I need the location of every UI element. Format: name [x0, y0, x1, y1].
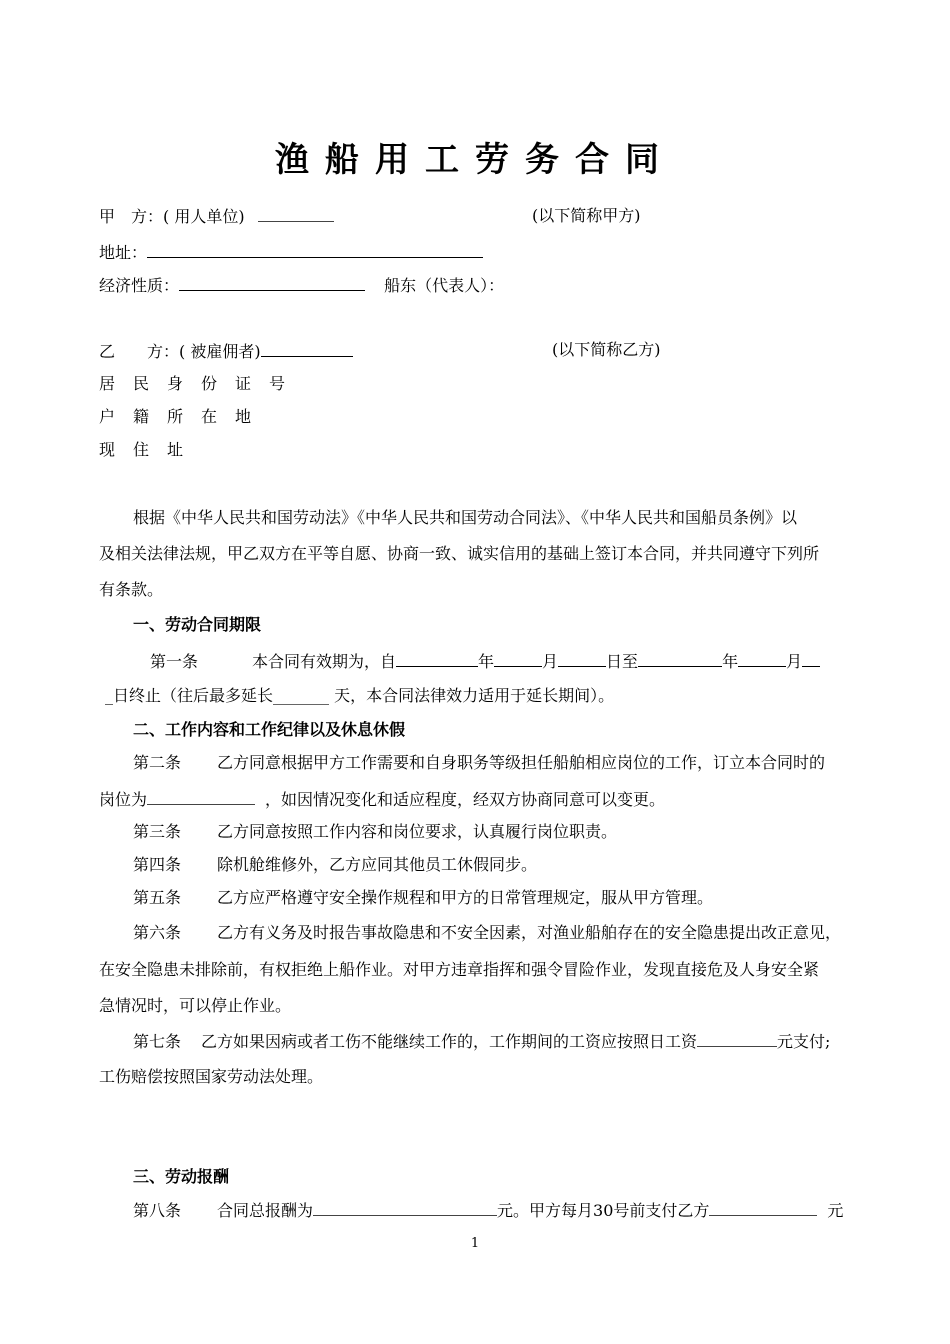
total-pay-blank[interactable]: [313, 1200, 497, 1216]
daily-wage-blank[interactable]: [697, 1031, 777, 1047]
party-b-label: 乙 方：( 被雇佣者): [99, 342, 261, 361]
article-7-line-2: 工伤赔偿按照国家劳动法处理。: [99, 1067, 324, 1086]
article-8-unit: 元: [827, 1201, 844, 1220]
article-6-line-3: 急情况时，可以停止作业。: [99, 996, 292, 1015]
article-3-line: [133, 822, 617, 842]
start-day-blank[interactable]: [558, 650, 606, 667]
month-label: 月: [542, 652, 559, 671]
article-8-text-2: 元。甲方每月30号前支付乙方: [497, 1201, 710, 1220]
section-1-heading: 一、劳动合同期限: [133, 615, 262, 634]
party-b-blank[interactable]: [261, 340, 353, 357]
monthly-pay-blank[interactable]: [709, 1200, 817, 1216]
article-6-line: [133, 923, 841, 943]
preamble-line-3: 有条款。: [99, 580, 164, 599]
section-2-heading: 二、工作内容和工作纪律以及休息休假: [133, 720, 406, 739]
article-6-number: 第六条: [133, 923, 182, 942]
article-3-text: 乙方同意按照工作内容和岗位要求，认真履行岗位职责。: [217, 822, 618, 841]
position-label: 岗位为: [99, 790, 148, 809]
owner-label: 船东（代表人）：: [384, 276, 505, 295]
article-6-line-2: 在安全隐患未排除前，有权拒绝上船作业。对甲方违章指挥和强令冒险作业，发现直接危及人身安全紧: [99, 960, 820, 979]
article-8-text: 合同总报酬为: [217, 1201, 314, 1220]
article-2-line: [133, 753, 825, 773]
residence-label: 现住址: [99, 440, 202, 459]
month-label-2: 月: [786, 652, 803, 671]
article-4-number: 第四条: [133, 855, 182, 874]
position-blank[interactable]: [147, 789, 255, 805]
party-a-note: (以下简称甲方): [532, 206, 641, 225]
address-blank[interactable]: [147, 241, 483, 258]
end-day-blank[interactable]: [802, 650, 820, 667]
article-6-text: 乙方有义务及时报告事故隐患和不安全因素，对渔业船舶存在的安全隐患提出改正意见，: [217, 923, 842, 942]
page-number: 1: [470, 1236, 480, 1251]
day-to-label: 日至: [606, 652, 639, 671]
article-7-text: 乙方如果因病或者工伤不能继续工作的，工作期间的工资应按照日工资: [201, 1032, 698, 1051]
article-8-number: 第八条: [133, 1201, 182, 1220]
end-year-blank[interactable]: [638, 650, 722, 667]
article-7-unit: 元支付;: [777, 1032, 831, 1051]
article-2-text-2: ，如因情况变化和适应程度，经双方协商同意可以变更。: [265, 790, 666, 809]
address-line: [99, 241, 483, 263]
article-7-line: [133, 1031, 830, 1052]
article-3-number: 第三条: [133, 822, 182, 841]
section-3-heading: 三、劳动报酬: [133, 1167, 230, 1186]
article-7-number: 第七条: [133, 1032, 182, 1051]
article-2-text: 乙方同意根据甲方工作需要和自身职务等级担任船舶相应岗位的工作，订立本合同时的: [217, 753, 826, 772]
start-month-blank[interactable]: [494, 650, 542, 667]
article-8-line: [133, 1200, 843, 1221]
party-a-line: [99, 206, 334, 227]
article-5-text: 乙方应严格遵守安全操作规程和甲方的日常管理规定，服从甲方管理。: [217, 888, 714, 907]
year-label-2: 年: [722, 652, 739, 671]
article-2-line-2: [99, 789, 665, 810]
article-4-line: [133, 855, 537, 875]
economic-blank[interactable]: [179, 274, 365, 291]
party-b-note: (以下简称乙方): [552, 340, 661, 359]
article-1-text: 本合同有效期为，自: [252, 652, 397, 671]
article-4-text: 除机舱维修外，乙方应同其他员工休假同步。: [217, 855, 538, 874]
article-2-number: 第二条: [133, 753, 182, 772]
article-1-line: [150, 650, 820, 672]
party-a-label: 甲 方：( 用人单位): [99, 207, 245, 226]
article-5-line: [133, 888, 713, 908]
economic-line: [99, 274, 504, 296]
year-label: 年: [478, 652, 495, 671]
article-1-number: 第一条: [150, 652, 199, 671]
document-title: 渔船用工劳务合同: [275, 140, 675, 180]
party-b-line: [99, 340, 353, 362]
start-year-blank[interactable]: [396, 650, 478, 667]
id-number-label: 居民身份证号: [99, 374, 304, 393]
article-1-line-2: _日终止（往后最多延长_______ 天，本合同法律效力适用于延长期间）。: [105, 686, 615, 705]
hukou-label: 户籍所在地: [99, 407, 270, 426]
economic-label: 经济性质：: [99, 276, 180, 295]
preamble-line-2: 及相关法律法规，甲乙双方在平等自愿、协商一致、诚实信用的基础上签订本合同，并共同遵守下列所: [99, 544, 820, 563]
end-month-blank[interactable]: [738, 650, 786, 667]
party-a-blank[interactable]: [258, 206, 334, 222]
article-5-number: 第五条: [133, 888, 182, 907]
address-label: 地址：: [99, 243, 148, 262]
preamble-line-1: 根据《中华人民共和国劳动法》《中华人民共和国劳动合同法》、《中华人民共和国船员条例》以: [133, 508, 798, 527]
